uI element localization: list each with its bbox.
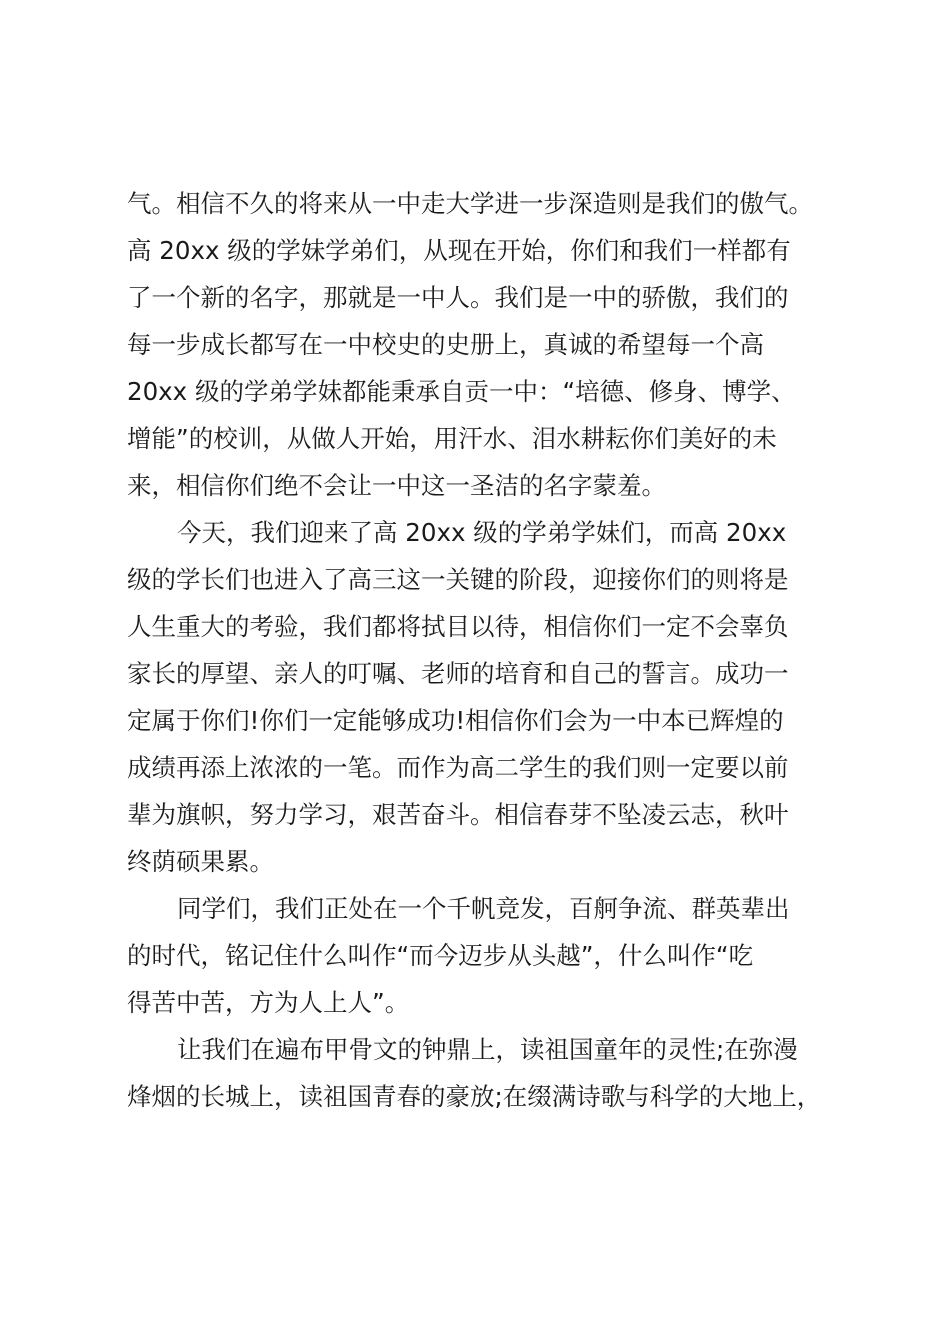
text-line: 了一个新的名字，那就是一中人。我们是一中的骄傲，我们的 [127, 283, 789, 312]
text-line: 烽烟的长城上，读祖国青春的豪放;在缀满诗歌与科学的大地上， [127, 1082, 822, 1111]
text-line: 终荫硕果累。 [127, 847, 274, 876]
text-line: 家长的厚望、亲人的叮嘱、老师的培育和自己的誓言。成功一 [127, 659, 789, 688]
text-line: 定属于你们!你们一定能够成功!相信你们会为一中本已辉煌的 [127, 706, 784, 735]
paragraph-first-line: 今天，我们迎来了高 20xx 级的学弟学妹们，而高 20xx [177, 518, 787, 547]
text-line: 高 20xx 级的学妹学弟们，从现在开始，你们和我们一样都有 [127, 236, 791, 265]
text-line: 的时代，铭记住什么叫作“而今迈步从头越”，什么叫作“吃 [127, 941, 754, 970]
text-line: 气。相信不久的将来从一中走大学进一步深造则是我们的傲气。 [127, 189, 813, 218]
text-line: 人生重大的考验，我们都将拭目以待，相信你们一定不会辜负 [127, 612, 789, 641]
text-line: 辈为旗帜，努力学习，艰苦奋斗。相信春芽不坠凌云志，秋叶 [127, 800, 789, 829]
text-line: 20xx 级的学弟学妹都能秉承自贡一中：“培德、修身、博学、 [127, 377, 796, 406]
text-line: 每一步成长都写在一中校史的史册上，真诚的希望每一个高 [127, 330, 764, 359]
text-line: 得苦中苦，方为人上人”。 [127, 988, 410, 1017]
text-line: 成绩再添上浓浓的一笔。而作为高二学生的我们则一定要以前 [127, 753, 789, 782]
text-line: 级的学长们也进入了高三这一关键的阶段，迎接你们的则将是 [127, 565, 789, 594]
paragraph-first-line: 同学们，我们正处在一个千帆竞发，百舸争流、群英辈出 [177, 894, 790, 923]
text-line: 增能”的校训，从做人开始，用汗水、泪水耕耘你们美好的未 [127, 424, 777, 453]
text-line: 来，相信你们绝不会让一中这一圣洁的名字蒙羞。 [127, 471, 666, 500]
document-body [127, 180, 827, 1120]
paragraph-first-line: 让我们在遍布甲骨文的钟鼎上，读祖国童年的灵性;在弥漫 [177, 1035, 798, 1064]
